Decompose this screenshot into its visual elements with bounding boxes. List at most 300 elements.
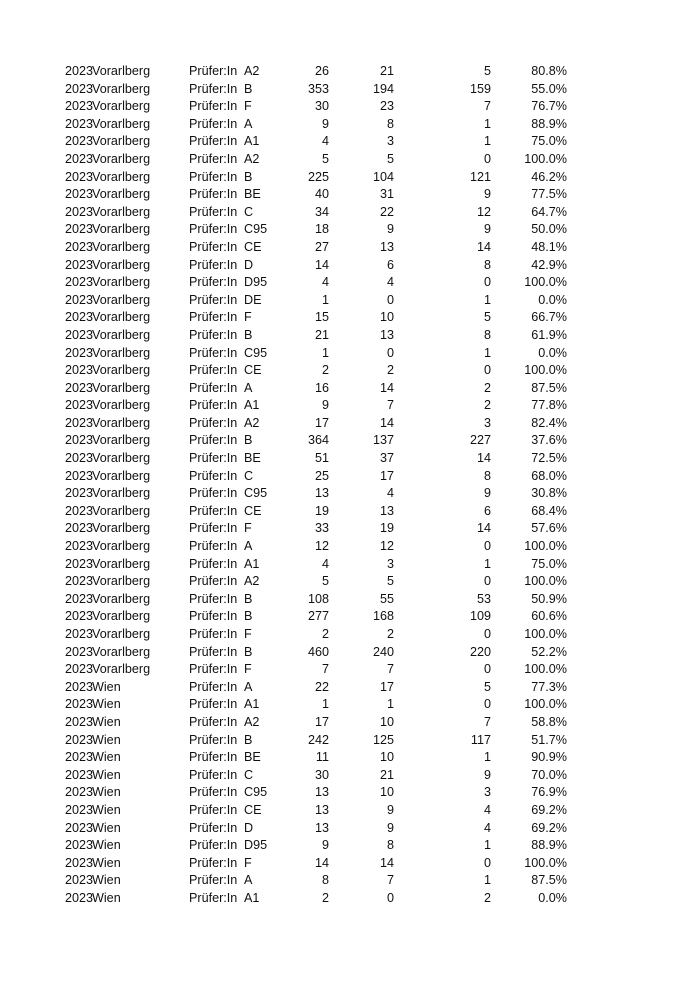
role-cell: Prüfer:In xyxy=(189,99,238,114)
total-cell: 225 xyxy=(307,169,329,184)
year-cell: 2023 xyxy=(65,451,94,466)
pass-rate-cell: 50.0% xyxy=(531,222,567,237)
total-cell: 2 xyxy=(321,363,329,378)
failed-cell: 4 xyxy=(483,802,491,817)
year-cell: 2023 xyxy=(65,785,94,800)
failed-cell: 1 xyxy=(483,556,491,571)
pass-rate-cell: 100.0% xyxy=(524,363,567,378)
license-class-cell: C95 xyxy=(244,785,268,800)
region-cell: Wien xyxy=(92,714,121,729)
pass-rate-cell: 42.9% xyxy=(531,257,567,272)
passed-cell: 2 xyxy=(386,627,394,641)
total-cell: 25 xyxy=(314,468,329,483)
failed-cell: 0 xyxy=(483,662,491,677)
year-cell: 2023 xyxy=(65,380,94,395)
year-cell: 2023 xyxy=(65,662,94,677)
region-cell: Wien xyxy=(92,697,121,712)
passed-cell: 55 xyxy=(379,591,394,606)
pass-rate-cell: 88.9% xyxy=(531,116,567,131)
pass-rate-cell: 46.2% xyxy=(531,169,567,184)
total-cell: 364 xyxy=(307,433,329,448)
role-cell: Prüfer:In xyxy=(189,116,238,131)
passed-cell: 13 xyxy=(379,327,394,342)
failed-cell: 117 xyxy=(470,732,491,747)
region-cell: Vorarlberg xyxy=(92,644,151,659)
license-class-cell: C xyxy=(244,468,254,483)
total-cell: 4 xyxy=(321,275,329,290)
region-cell: Vorarlberg xyxy=(92,169,151,184)
table-row xyxy=(0,345,700,363)
failed-cell: 8 xyxy=(483,327,491,342)
failed-cell: 4 xyxy=(483,820,491,835)
pass-rate-cell: 100.0% xyxy=(524,627,567,641)
pass-rate-cell: 51.7% xyxy=(531,732,567,747)
role-cell: Prüfer:In xyxy=(189,802,238,817)
total-cell: 2 xyxy=(321,890,329,905)
table-row xyxy=(0,257,700,275)
table-row xyxy=(0,802,700,820)
region-cell: Vorarlberg xyxy=(92,521,151,536)
total-cell: 27 xyxy=(314,239,329,254)
table-row xyxy=(0,380,700,398)
table-row xyxy=(0,837,700,855)
role-cell: Prüfer:In xyxy=(189,415,238,430)
role-cell: Prüfer:In xyxy=(189,732,238,747)
table-row xyxy=(0,450,700,468)
failed-cell: 9 xyxy=(483,187,491,202)
pass-rate-cell: 80.8% xyxy=(531,64,567,78)
region-cell: Vorarlberg xyxy=(92,486,151,501)
role-cell: Prüfer:In xyxy=(189,451,238,466)
year-cell: 2023 xyxy=(65,204,94,219)
license-class-cell: A xyxy=(244,873,253,888)
region-cell: Vorarlberg xyxy=(92,415,151,430)
passed-cell: 21 xyxy=(379,64,394,78)
role-cell: Prüfer:In xyxy=(189,750,238,765)
role-cell: Prüfer:In xyxy=(189,363,238,378)
passed-cell: 10 xyxy=(379,785,394,800)
failed-cell: 109 xyxy=(469,609,491,624)
region-cell: Vorarlberg xyxy=(92,81,151,96)
region-cell: Vorarlberg xyxy=(92,99,151,114)
license-class-cell: C xyxy=(244,767,254,782)
region-cell: Vorarlberg xyxy=(92,134,151,149)
pass-rate-cell: 37.6% xyxy=(531,433,567,448)
pass-rate-cell: 57.6% xyxy=(531,521,567,536)
failed-cell: 3 xyxy=(483,785,491,800)
role-cell: Prüfer:In xyxy=(189,679,238,694)
pass-rate-cell: 100.0% xyxy=(524,151,567,166)
failed-cell: 53 xyxy=(476,591,491,606)
pass-rate-cell: 72.5% xyxy=(531,451,567,466)
passed-cell: 194 xyxy=(372,81,394,96)
license-class-cell: A2 xyxy=(244,151,260,166)
failed-cell: 2 xyxy=(483,398,491,413)
region-cell: Vorarlberg xyxy=(92,380,151,395)
role-cell: Prüfer:In xyxy=(189,503,238,518)
license-class-cell: A1 xyxy=(244,556,260,571)
role-cell: Prüfer:In xyxy=(189,222,238,237)
failed-cell: 0 xyxy=(483,275,491,290)
region-cell: Vorarlberg xyxy=(92,503,151,518)
role-cell: Prüfer:In xyxy=(189,310,238,325)
year-cell: 2023 xyxy=(65,679,94,694)
passed-cell: 0 xyxy=(386,345,394,360)
year-cell: 2023 xyxy=(65,275,94,290)
total-cell: 242 xyxy=(307,732,329,747)
passed-cell: 19 xyxy=(379,521,394,536)
year-cell: 2023 xyxy=(65,222,94,237)
region-cell: Vorarlberg xyxy=(92,433,151,448)
failed-cell: 7 xyxy=(483,714,491,729)
license-class-cell: BE xyxy=(244,451,261,466)
table-row xyxy=(0,714,700,732)
passed-cell: 17 xyxy=(379,679,394,694)
total-cell: 13 xyxy=(314,820,329,835)
year-cell: 2023 xyxy=(65,750,94,765)
table-row xyxy=(0,397,700,415)
passed-cell: 9 xyxy=(386,802,394,817)
passed-cell: 7 xyxy=(386,662,394,677)
role-cell: Prüfer:In xyxy=(189,873,238,888)
region-cell: Wien xyxy=(92,750,121,765)
year-cell: 2023 xyxy=(65,732,94,747)
license-class-cell: CE xyxy=(244,503,262,518)
license-class-cell: D xyxy=(244,257,254,272)
region-cell: Vorarlberg xyxy=(92,187,151,202)
table-row xyxy=(0,468,700,486)
role-cell: Prüfer:In xyxy=(189,556,238,571)
failed-cell: 220 xyxy=(469,644,491,659)
total-cell: 11 xyxy=(315,750,329,765)
passed-cell: 23 xyxy=(379,99,394,114)
passed-cell: 8 xyxy=(386,838,394,853)
total-cell: 26 xyxy=(314,64,329,78)
license-class-cell: D95 xyxy=(244,275,268,290)
failed-cell: 1 xyxy=(483,345,491,360)
pass-rate-cell: 0.0% xyxy=(538,345,567,360)
total-cell: 30 xyxy=(314,99,329,114)
total-cell: 17 xyxy=(314,714,329,729)
pass-rate-cell: 76.9% xyxy=(531,785,567,800)
role-cell: Prüfer:In xyxy=(189,345,238,360)
pass-rate-cell: 100.0% xyxy=(524,697,567,712)
table-row xyxy=(0,820,700,838)
year-cell: 2023 xyxy=(65,64,94,78)
region-cell: Vorarlberg xyxy=(92,116,151,131)
table-row xyxy=(0,221,700,239)
role-cell: Prüfer:In xyxy=(189,521,238,536)
passed-cell: 13 xyxy=(379,239,394,254)
passed-cell: 10 xyxy=(379,750,394,765)
total-cell: 4 xyxy=(321,134,329,149)
region-cell: Vorarlberg xyxy=(92,591,151,606)
table-row xyxy=(0,872,700,890)
license-class-cell: BE xyxy=(244,750,261,765)
table-row xyxy=(0,98,700,116)
total-cell: 15 xyxy=(314,310,329,325)
role-cell: Prüfer:In xyxy=(189,292,238,307)
region-cell: Wien xyxy=(92,855,121,870)
passed-cell: 22 xyxy=(379,204,394,219)
license-class-cell: A xyxy=(244,539,253,554)
role-cell: Prüfer:In xyxy=(189,81,238,96)
license-class-cell: B xyxy=(244,732,253,747)
table-row xyxy=(0,274,700,292)
passed-cell: 240 xyxy=(372,644,394,659)
total-cell: 30 xyxy=(314,767,329,782)
total-cell: 13 xyxy=(314,486,329,501)
pass-rate-cell: 100.0% xyxy=(524,275,567,290)
year-cell: 2023 xyxy=(65,398,94,413)
table-row xyxy=(0,116,700,134)
role-cell: Prüfer:In xyxy=(189,662,238,677)
failed-cell: 0 xyxy=(483,363,491,378)
passed-cell: 0 xyxy=(386,890,394,905)
table-row xyxy=(0,63,700,81)
year-cell: 2023 xyxy=(65,327,94,342)
year-cell: 2023 xyxy=(65,345,94,360)
passed-cell: 31 xyxy=(379,187,394,202)
region-cell: Vorarlberg xyxy=(92,398,151,413)
license-class-cell: CE xyxy=(244,802,262,817)
table-row xyxy=(0,309,700,327)
table-row xyxy=(0,556,700,574)
total-cell: 2 xyxy=(321,627,329,641)
role-cell: Prüfer:In xyxy=(189,257,238,272)
region-cell: Vorarlberg xyxy=(92,662,151,677)
passed-cell: 4 xyxy=(386,275,394,290)
failed-cell: 6 xyxy=(483,503,491,518)
table-row xyxy=(0,503,700,521)
pass-rate-cell: 77.3% xyxy=(531,679,567,694)
license-class-cell: B xyxy=(244,591,253,606)
failed-cell: 3 xyxy=(483,415,491,430)
year-cell: 2023 xyxy=(65,838,94,853)
role-cell: Prüfer:In xyxy=(189,151,238,166)
region-cell: Wien xyxy=(92,873,121,888)
table-row xyxy=(0,133,700,151)
passed-cell: 137 xyxy=(372,433,394,448)
year-cell: 2023 xyxy=(65,539,94,554)
license-class-cell: A2 xyxy=(244,574,260,589)
failed-cell: 0 xyxy=(483,697,491,712)
total-cell: 108 xyxy=(307,591,329,606)
pass-rate-cell: 69.2% xyxy=(531,802,567,817)
license-class-cell: A1 xyxy=(244,398,260,413)
table-row xyxy=(0,644,700,662)
table-row xyxy=(0,415,700,433)
pass-rate-cell: 60.6% xyxy=(531,609,567,624)
pass-rate-cell: 55.0% xyxy=(531,81,567,96)
region-cell: Wien xyxy=(92,838,121,853)
year-cell: 2023 xyxy=(65,116,94,131)
passed-cell: 9 xyxy=(386,222,394,237)
passed-cell: 0 xyxy=(386,292,394,307)
passed-cell: 37 xyxy=(379,451,394,466)
region-cell: Wien xyxy=(92,820,121,835)
total-cell: 21 xyxy=(314,327,329,342)
total-cell: 5 xyxy=(321,151,329,166)
failed-cell: 9 xyxy=(483,222,491,237)
pass-rate-cell: 100.0% xyxy=(524,662,567,677)
table-row xyxy=(0,327,700,345)
table-row xyxy=(0,204,700,222)
region-cell: Vorarlberg xyxy=(92,609,151,624)
total-cell: 5 xyxy=(321,574,329,589)
failed-cell: 7 xyxy=(483,99,491,114)
license-class-cell: A2 xyxy=(244,64,260,78)
total-cell: 16 xyxy=(314,380,329,395)
passed-cell: 14 xyxy=(379,380,394,395)
role-cell: Prüfer:In xyxy=(189,609,238,624)
region-cell: Wien xyxy=(92,767,121,782)
region-cell: Vorarlberg xyxy=(92,151,151,166)
passed-cell: 3 xyxy=(386,556,394,571)
year-cell: 2023 xyxy=(65,627,94,641)
failed-cell: 14 xyxy=(476,239,491,254)
role-cell: Prüfer:In xyxy=(189,838,238,853)
table-row xyxy=(0,591,700,609)
region-cell: Vorarlberg xyxy=(92,64,151,78)
license-class-cell: F xyxy=(244,627,252,641)
table-row xyxy=(0,890,700,908)
year-cell: 2023 xyxy=(65,714,94,729)
role-cell: Prüfer:In xyxy=(189,169,238,184)
passed-cell: 5 xyxy=(386,574,394,589)
role-cell: Prüfer:In xyxy=(189,239,238,254)
failed-cell: 14 xyxy=(476,521,491,536)
pass-rate-cell: 61.9% xyxy=(531,327,567,342)
license-class-cell: B xyxy=(244,327,253,342)
table-row xyxy=(0,784,700,802)
total-cell: 33 xyxy=(314,521,329,536)
failed-cell: 2 xyxy=(483,890,491,905)
total-cell: 12 xyxy=(314,539,329,554)
total-cell: 14 xyxy=(314,257,329,272)
pass-rate-cell: 88.9% xyxy=(531,838,567,853)
table-row xyxy=(0,855,700,873)
passed-cell: 13 xyxy=(379,503,394,518)
license-class-cell: DE xyxy=(244,292,262,307)
region-cell: Vorarlberg xyxy=(92,292,151,307)
license-class-cell: F xyxy=(244,521,252,536)
year-cell: 2023 xyxy=(65,468,94,483)
failed-cell: 159 xyxy=(469,81,491,96)
license-class-cell: F xyxy=(244,855,252,870)
passed-cell: 21 xyxy=(379,767,394,782)
total-cell: 460 xyxy=(307,644,329,659)
license-class-cell: A2 xyxy=(244,714,260,729)
license-class-cell: D xyxy=(244,820,254,835)
year-cell: 2023 xyxy=(65,187,94,202)
table-row xyxy=(0,151,700,169)
region-cell: Vorarlberg xyxy=(92,345,151,360)
table-row xyxy=(0,239,700,257)
pass-rate-cell: 0.0% xyxy=(538,292,567,307)
failed-cell: 1 xyxy=(483,292,491,307)
pass-rate-cell: 0.0% xyxy=(538,890,567,905)
pass-rate-cell: 66.7% xyxy=(531,310,567,325)
region-cell: Vorarlberg xyxy=(92,257,151,272)
total-cell: 9 xyxy=(321,838,329,853)
license-class-cell: A1 xyxy=(244,134,260,149)
passed-cell: 10 xyxy=(379,714,394,729)
total-cell: 13 xyxy=(314,802,329,817)
license-class-cell: B xyxy=(244,81,253,96)
license-class-cell: B xyxy=(244,433,253,448)
pass-rate-cell: 87.5% xyxy=(531,380,567,395)
role-cell: Prüfer:In xyxy=(189,591,238,606)
failed-cell: 227 xyxy=(469,433,491,448)
year-cell: 2023 xyxy=(65,556,94,571)
pass-rate-cell: 75.0% xyxy=(531,134,567,149)
passed-cell: 7 xyxy=(386,873,394,888)
table-row xyxy=(0,732,700,750)
year-cell: 2023 xyxy=(65,873,94,888)
total-cell: 22 xyxy=(314,679,329,694)
pass-rate-cell: 76.7% xyxy=(531,99,567,114)
pass-rate-cell: 58.8% xyxy=(531,714,567,729)
license-class-cell: A2 xyxy=(244,415,260,430)
license-class-cell: A xyxy=(244,380,253,395)
region-cell: Vorarlberg xyxy=(92,275,151,290)
license-class-cell: A xyxy=(244,116,253,131)
pass-rate-cell: 64.7% xyxy=(531,204,567,219)
license-class-cell: F xyxy=(244,99,252,114)
passed-cell: 6 xyxy=(386,257,394,272)
passed-cell: 168 xyxy=(372,609,394,624)
pass-rate-cell: 77.8% xyxy=(531,398,567,413)
role-cell: Prüfer:In xyxy=(189,627,238,641)
failed-cell: 14 xyxy=(476,451,491,466)
license-class-cell: B xyxy=(244,644,253,659)
failed-cell: 1 xyxy=(483,873,491,888)
license-class-cell: A1 xyxy=(244,697,260,712)
year-cell: 2023 xyxy=(65,99,94,114)
total-cell: 40 xyxy=(314,187,329,202)
failed-cell: 2 xyxy=(483,380,491,395)
total-cell: 9 xyxy=(321,116,329,131)
passed-cell: 5 xyxy=(386,151,394,166)
pass-rate-cell: 68.4% xyxy=(531,503,567,518)
total-cell: 13 xyxy=(314,785,329,800)
region-cell: Vorarlberg xyxy=(92,239,151,254)
year-cell: 2023 xyxy=(65,644,94,659)
role-cell: Prüfer:In xyxy=(189,574,238,589)
total-cell: 34 xyxy=(314,204,329,219)
table-row xyxy=(0,696,700,714)
table-row xyxy=(0,661,700,679)
table-row xyxy=(0,362,700,380)
role-cell: Prüfer:In xyxy=(189,855,238,870)
table-row xyxy=(0,520,700,538)
year-cell: 2023 xyxy=(65,415,94,430)
passed-cell: 17 xyxy=(379,468,394,483)
year-cell: 2023 xyxy=(65,591,94,606)
pass-rate-cell: 52.2% xyxy=(531,644,567,659)
role-cell: Prüfer:In xyxy=(189,697,238,712)
failed-cell: 5 xyxy=(483,64,491,78)
year-cell: 2023 xyxy=(65,169,94,184)
region-cell: Vorarlberg xyxy=(92,556,151,571)
table-row xyxy=(0,573,700,591)
failed-cell: 5 xyxy=(483,310,491,325)
license-class-cell: A xyxy=(244,679,253,694)
region-cell: Vorarlberg xyxy=(92,451,151,466)
table-row xyxy=(0,292,700,310)
total-cell: 1 xyxy=(321,697,329,712)
